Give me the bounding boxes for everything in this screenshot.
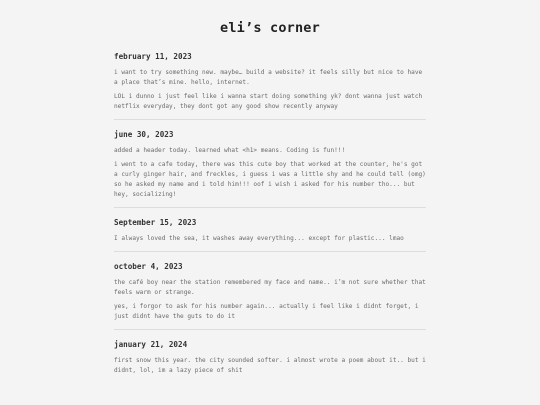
post-entry bbox=[114, 339, 426, 383]
post-date: february 11, 2023 bbox=[114, 52, 192, 61]
post-paragraph: I always loved the sea, it washes away everything... except for plastic... lmao bbox=[114, 235, 404, 242]
post-entry bbox=[114, 261, 426, 330]
post-paragraph: yes, i forgor to ask for his number again... actually i feel like i didnt forget, i just didnt have the guts to do it bbox=[114, 303, 419, 320]
post-date: june 30, 2023 bbox=[114, 130, 174, 139]
post-paragraph: added a header today. learned what <h1> means. Coding is fun!!! bbox=[114, 147, 346, 154]
post-paragraph: i went to a cafe today, there was this cute boy that worked at the counter, he's got a curly ginger hair, and freckles, i guess i was a little shy and he could tell (omg) so he asked my name and i told him!!! oof i wish i asked for his number tho... but hey, socializing! bbox=[114, 161, 426, 198]
post-paragraph: the café boy near the station remembered my face and name.. i’m not sure whether that feels warm or strange. bbox=[114, 279, 426, 296]
post-list bbox=[114, 51, 426, 392]
post-paragraph: first snow this year. the city sounded softer. i almost wrote a poem about it.. but i didnt, lol, im a lazy piece of shit bbox=[114, 357, 426, 374]
post-date: September 15, 2023 bbox=[114, 218, 197, 227]
post-paragraph: LOL i dunno i just feel like i wanna start doing something yk? dont wanna just watch netflix everyday, they dont got any good show recently anyway bbox=[114, 93, 423, 110]
post-paragraph: i want to try something new. maybe… build a website? it feels silly but nice to have a place that’s mine. hello, internet. bbox=[114, 69, 423, 86]
post-date: january 21, 2024 bbox=[114, 340, 188, 349]
post-date: october 4, 2023 bbox=[114, 262, 183, 271]
post-entry bbox=[114, 129, 426, 208]
post-entry bbox=[114, 217, 426, 252]
site-title: eli’s corner bbox=[220, 20, 320, 36]
post-entry bbox=[114, 51, 426, 120]
